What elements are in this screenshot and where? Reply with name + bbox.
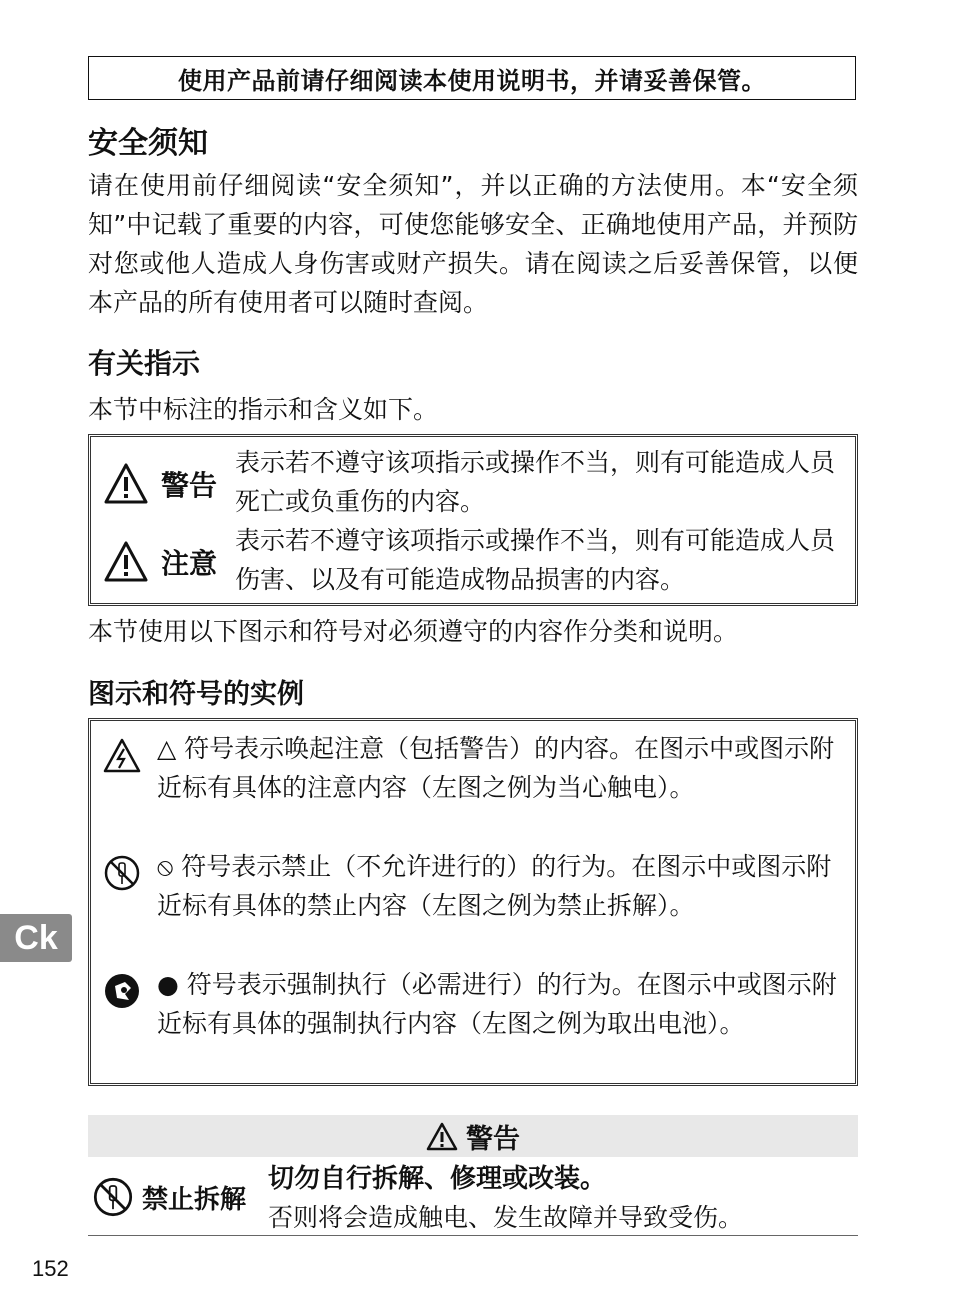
language-tab-label: Ck	[14, 918, 58, 957]
safety-text: 请在使用前仔细阅读“安全须知”，并以正确的方法使用。本“安全须知”中记载了重要的内容，可使您能够安全、正确地使用产品，并预防对您或他人造成人身伤害或财产损失。请在阅读之后妥善保管，以便本产品的所有使用者可以随时查阅。	[88, 171, 858, 317]
warning-text: 表示若不遵守该项指示或操作不当，则有可能造成人员死亡或负重伤的内容。	[235, 448, 836, 516]
no-disassembly-icon	[92, 1176, 134, 1218]
language-tab	[0, 914, 72, 962]
warning-row	[103, 461, 217, 507]
indication-box	[88, 434, 858, 606]
caution-label: 注意	[161, 547, 218, 580]
divider	[88, 1235, 858, 1236]
warning-triangle-icon	[103, 461, 149, 507]
warning-item-title: 切勿自行拆解、修理或改装。	[268, 1164, 607, 1194]
warning-section-title: 警告	[466, 1123, 520, 1155]
indications-outro: 本节使用以下图示和符号对必须遵守的内容作分类和说明。	[88, 617, 739, 646]
warning-triangle-icon	[426, 1121, 458, 1151]
notice-box	[88, 56, 856, 100]
notice-text: 使用产品前请仔细阅读本使用说明书，并请妥善保管。	[178, 66, 766, 95]
mandatory-text: ● 符号表示强制执行（必需进行）的行为。在图示中或图示附近标有具体的强制执行内容（左图之例为取出电池）。	[157, 970, 837, 1038]
examples-title: 图示和符号的实例	[88, 679, 304, 710]
warning-section-header	[88, 1115, 858, 1157]
warning-item-label-group	[92, 1176, 246, 1218]
caution-triangle-icon	[103, 539, 149, 585]
warning-label: 警告	[161, 469, 218, 502]
warning-item-text: 否则将会造成触电、发生故障并导致受伤。	[268, 1203, 744, 1232]
safety-title: 安全须知	[88, 126, 208, 161]
electric-shock-icon	[103, 737, 141, 775]
warning-item-label: 禁止拆解	[142, 1184, 247, 1215]
no-disassembly-icon	[103, 854, 141, 892]
indications-title: 有关指示	[88, 347, 201, 380]
prohibit-text: ⦸ 符号表示禁止（不允许进行的）的行为。在图示中或图示附近标有具体的禁止内容（左图之例为禁止拆解）。	[157, 852, 832, 920]
attention-text: △ 符号表示唤起注意（包括警告）的内容。在图示中或图示附近标有具体的注意内容（左图之例为当心触电）。	[157, 734, 835, 802]
page-number: 152	[32, 1256, 69, 1281]
caution-row	[103, 539, 217, 585]
indications-intro: 本节中标注的指示和含义如下。	[88, 395, 439, 424]
caution-text: 表示若不遵守该项指示或操作不当，则有可能造成人员伤害、以及有可能造成物品损害的内容。	[235, 526, 836, 594]
examples-box	[88, 718, 858, 1086]
remove-battery-icon	[103, 972, 141, 1010]
